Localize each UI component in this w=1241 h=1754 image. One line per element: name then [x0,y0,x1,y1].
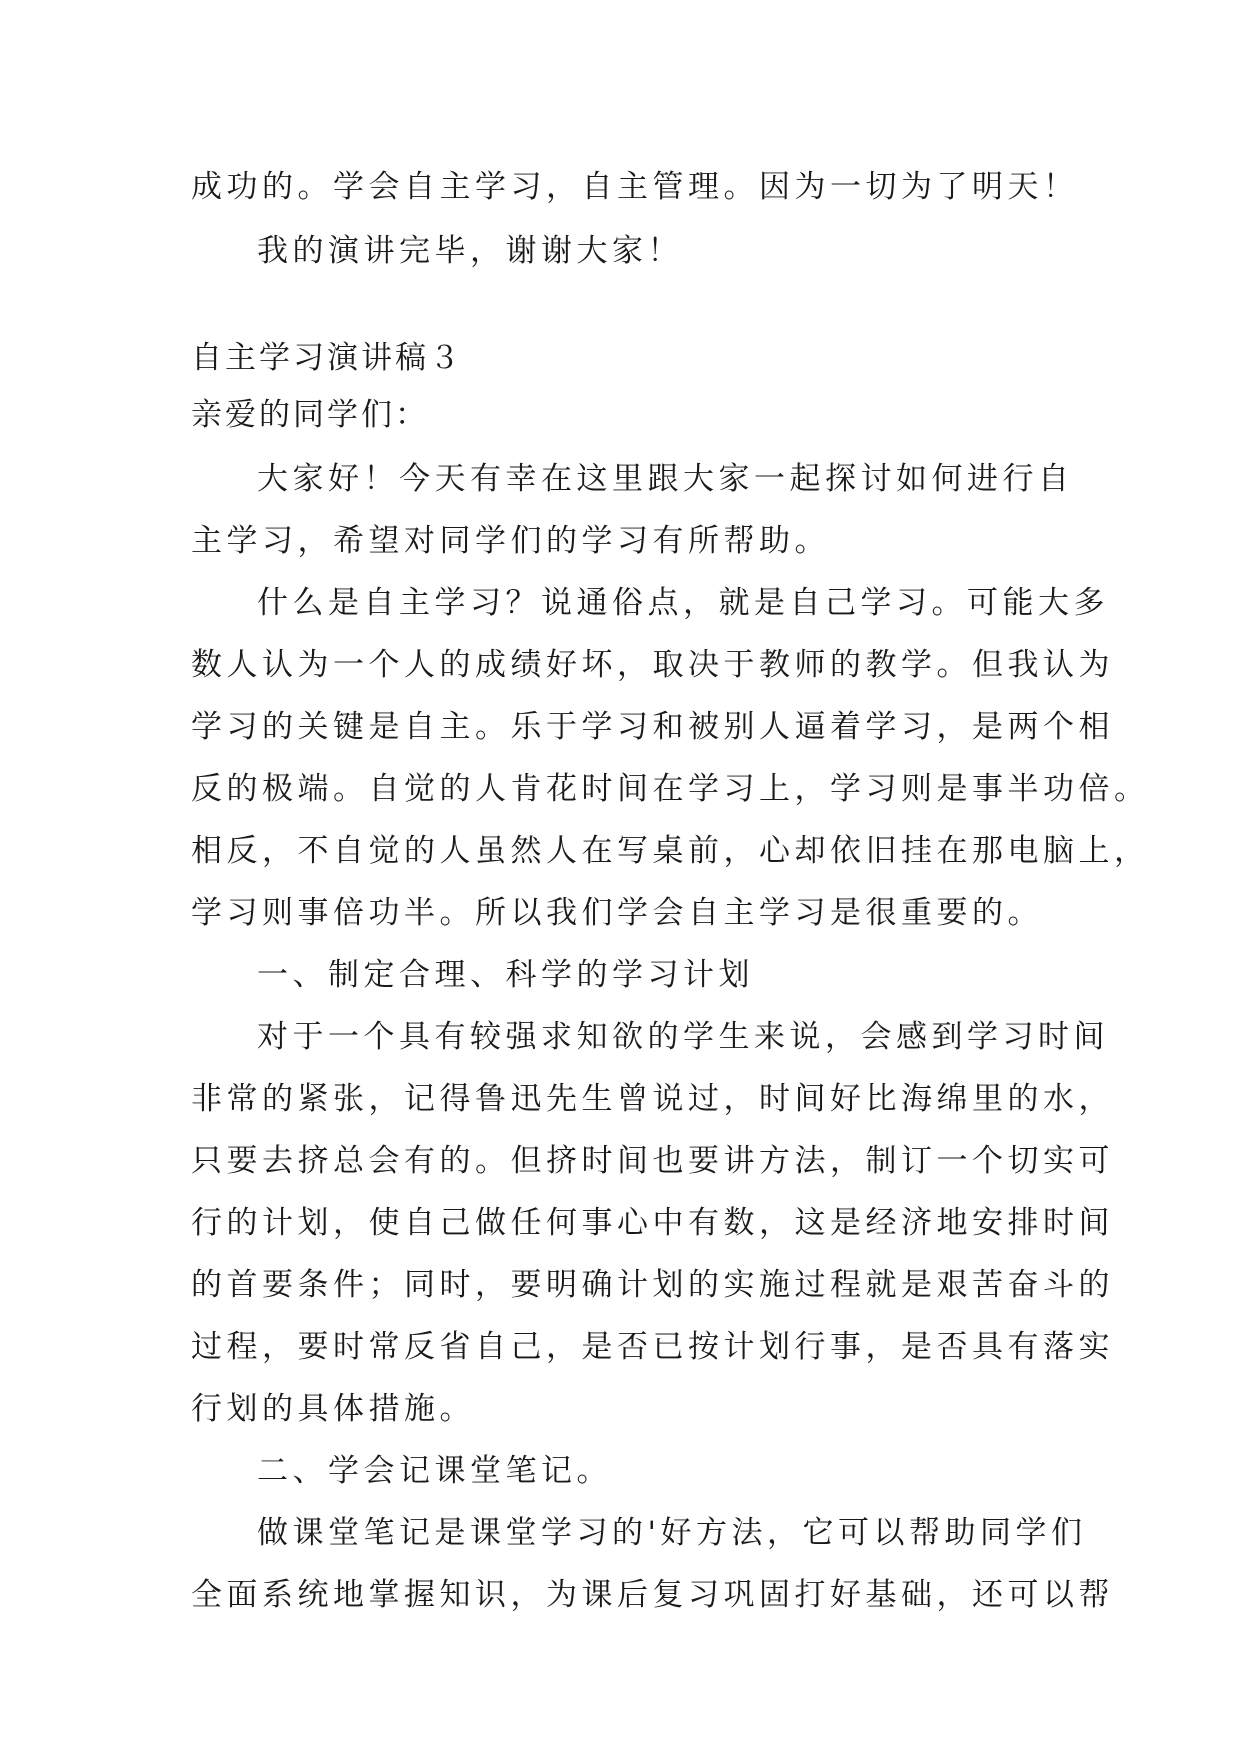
text-line: 学习则事倍功半。所以我们学会自主学习是很重要的。 [191,895,1043,931]
subheading: 二、学会记课堂笔记。 [257,1453,612,1489]
text-line: 过程，要时常反省自己，是否已按计划行事，是否具有落实 [191,1329,1114,1365]
text-line: 数人认为一个人的成绩好坏，取决于教师的教学。但我认为 [191,647,1114,683]
text-line: 成功的。学会自主学习，自主管理。因为一切为了明天！ [191,169,1079,205]
text-line: 的首要条件；同时，要明确计划的实施过程就是艰苦奋斗的 [191,1267,1114,1303]
text-line: 什么是自主学习？说通俗点，就是自己学习。可能大多 [257,585,1109,621]
text-line: 大家好！今天有幸在这里跟大家一起探讨如何进行自 [257,461,1074,497]
text-line: 非常的紧张，记得鲁迅先生曾说过，时间好比海绵里的水， [191,1081,1114,1117]
text-line: 行的计划，使自己做任何事心中有数，这是经济地安排时间 [191,1205,1114,1241]
text-line: 主学习，希望对同学们的学习有所帮助。 [191,523,830,559]
section-title: 自主学习演讲稿３ [191,340,463,376]
text-line: 反的极端。自觉的人肯花时间在学习上，学习则是事半功倍。 [191,771,1150,807]
text-line: 对于一个具有较强求知欲的学生来说，会感到学习时间 [257,1019,1109,1055]
text-line: 我的演讲完毕，谢谢大家！ [257,233,683,269]
text-line: 做课堂笔记是课堂学习的'好方法，它可以帮助同学们 [257,1515,1087,1551]
text-line: 行划的具体措施。 [191,1391,475,1427]
subheading: 一、制定合理、科学的学习计划 [257,957,754,993]
salutation: 亲爱的同学们： [191,397,429,433]
text-line: 学习的关键是自主。乐于学习和被别人逼着学习，是两个相 [191,709,1114,745]
text-line: 全面系统地掌握知识，为课后复习巩固打好基础，还可以帮 [191,1577,1114,1613]
text-line: 只要去挤总会有的。但挤时间也要讲方法，制订一个切实可 [191,1143,1114,1179]
text-line: 相反，不自觉的人虽然人在写桌前，心却依旧挂在那电脑上， [191,833,1150,869]
